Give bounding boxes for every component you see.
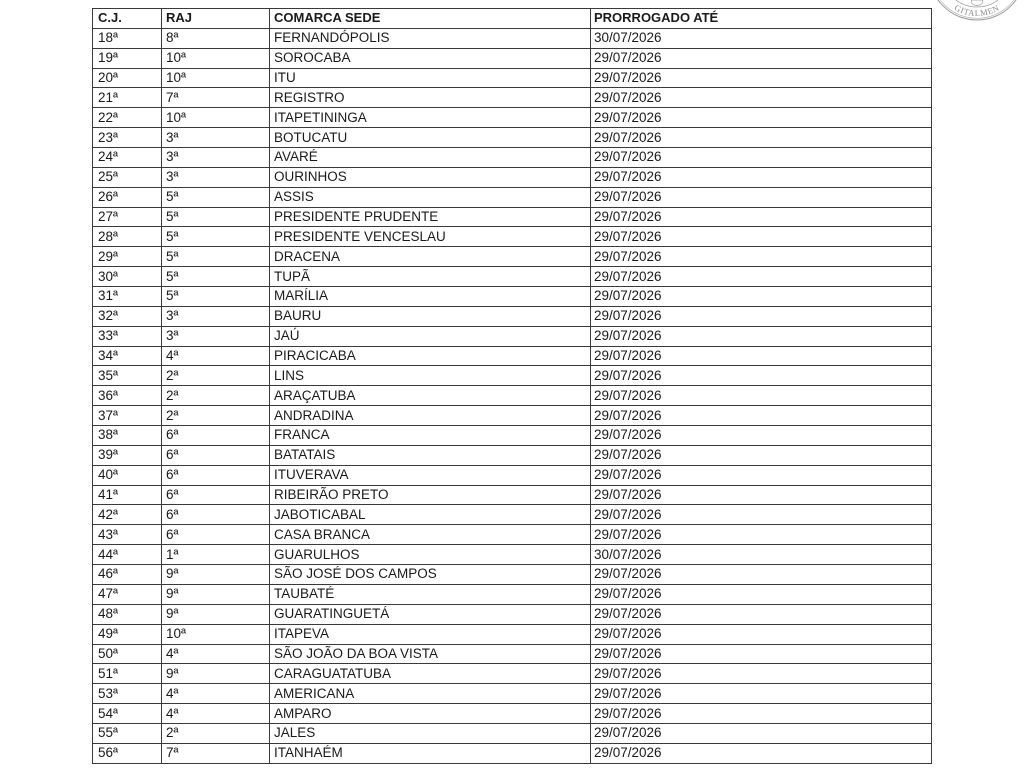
- table-row: [93, 68, 932, 88]
- raj-cell: 5ª: [162, 247, 270, 267]
- table-row: [93, 505, 932, 525]
- raj-cell: 9ª: [162, 604, 270, 624]
- comarca-sede-cell: SOROCABA: [270, 48, 591, 68]
- prorrogado-ate-cell: 29/07/2026: [591, 306, 932, 326]
- comarca-sede-cell: RIBEIRÃO PRETO: [270, 485, 591, 505]
- table-row: [93, 485, 932, 505]
- comarca-sede-cell: LINS: [270, 366, 591, 386]
- raj-cell: 1ª: [162, 545, 270, 565]
- table-row: [93, 28, 932, 48]
- table-row: [93, 366, 932, 386]
- cj-cell: 31ª: [93, 287, 162, 307]
- prorrogado-ate-cell: 29/07/2026: [591, 723, 932, 743]
- raj-cell: 9ª: [162, 664, 270, 684]
- table-row: [93, 287, 932, 307]
- raj-cell: 3ª: [162, 306, 270, 326]
- cj-cell: 21ª: [93, 88, 162, 108]
- prorrogado-ate-cell: 29/07/2026: [591, 148, 932, 168]
- seal-text-path: GITALMEN: [952, 2, 1002, 19]
- raj-cell: 5ª: [162, 227, 270, 247]
- raj-cell: 5ª: [162, 267, 270, 287]
- prorrogado-ate-cell: 29/07/2026: [591, 704, 932, 724]
- table-row: [93, 545, 932, 565]
- comarca-sede-cell: PRESIDENTE VENCESLAU: [270, 227, 591, 247]
- prorrogado-ate-cell: 29/07/2026: [591, 247, 932, 267]
- raj-cell: 2ª: [162, 386, 270, 406]
- cj-cell: 37ª: [93, 406, 162, 426]
- cj-cell: 27ª: [93, 207, 162, 227]
- cj-cell: 44ª: [93, 545, 162, 565]
- raj-cell: 3ª: [162, 128, 270, 148]
- table-row: [93, 148, 932, 168]
- table-row: [93, 584, 932, 604]
- cj-cell: 33ª: [93, 326, 162, 346]
- comarca-sede-cell: BOTUCATU: [270, 128, 591, 148]
- comarca-sede-cell: ANDRADINA: [270, 406, 591, 426]
- table-row: [93, 624, 932, 644]
- cj-cell: 38ª: [93, 426, 162, 446]
- cj-cell: 46ª: [93, 565, 162, 585]
- raj-cell: 6ª: [162, 445, 270, 465]
- comarca-sede-cell: SÃO JOSÉ DOS CAMPOS: [270, 565, 591, 585]
- seal-text: [953, 2, 1001, 18]
- prorrogado-ate-cell: 29/07/2026: [591, 406, 932, 426]
- table-row: [93, 167, 932, 187]
- cj-cell: 41ª: [93, 485, 162, 505]
- table-row: [93, 525, 932, 545]
- raj-cell: 9ª: [162, 584, 270, 604]
- prorrogado-ate-cell: 29/07/2026: [591, 128, 932, 148]
- comarca-sede-cell: ARAÇATUBA: [270, 386, 591, 406]
- comarca-sede-cell: ITAPEVA: [270, 624, 591, 644]
- cj-cell: 39ª: [93, 445, 162, 465]
- raj-cell: 2ª: [162, 366, 270, 386]
- table-row: [93, 267, 932, 287]
- cj-cell: 35ª: [93, 366, 162, 386]
- raj-cell: 3ª: [162, 167, 270, 187]
- prorrogado-ate-cell: 29/07/2026: [591, 108, 932, 128]
- raj-cell: 6ª: [162, 505, 270, 525]
- comarca-sede-cell: ASSIS: [270, 187, 591, 207]
- cj-cell: 34ª: [93, 346, 162, 366]
- table-row: [93, 684, 932, 704]
- table-row: [93, 664, 932, 684]
- prorrogado-ate-cell: 29/07/2026: [591, 565, 932, 585]
- comarca-sede-cell: AMPARO: [270, 704, 591, 724]
- cj-cell: 53ª: [93, 684, 162, 704]
- table-row: [93, 48, 932, 68]
- comarca-sede-cell: GUARULHOS: [270, 545, 591, 565]
- table-row: [93, 386, 932, 406]
- prorrogado-ate-cell: 29/07/2026: [591, 445, 932, 465]
- raj-cell: 8ª: [162, 28, 270, 48]
- cj-cell: 54ª: [93, 704, 162, 724]
- prorrogado-ate-cell: 29/07/2026: [591, 426, 932, 446]
- header-cj: C.J.: [93, 9, 162, 29]
- comarca-sede-cell: BAURU: [270, 306, 591, 326]
- prorrogacao-table: [92, 8, 932, 764]
- raj-cell: 3ª: [162, 326, 270, 346]
- cj-cell: 30ª: [93, 267, 162, 287]
- raj-cell: 2ª: [162, 723, 270, 743]
- header-row: [93, 9, 932, 29]
- cj-cell: 26ª: [93, 187, 162, 207]
- header-raj: RAJ: [162, 9, 270, 29]
- prorrogado-ate-cell: 29/07/2026: [591, 48, 932, 68]
- prorrogado-ate-cell: 29/07/2026: [591, 207, 932, 227]
- raj-cell: 4ª: [162, 704, 270, 724]
- prorrogado-ate-cell: 29/07/2026: [591, 485, 932, 505]
- prorrogado-ate-cell: 29/07/2026: [591, 346, 932, 366]
- comarca-sede-cell: MARÍLIA: [270, 287, 591, 307]
- comarca-sede-cell: JABOTICABAL: [270, 505, 591, 525]
- cj-cell: 25ª: [93, 167, 162, 187]
- cj-cell: 43ª: [93, 525, 162, 545]
- comarca-sede-cell: ITAPETININGA: [270, 108, 591, 128]
- raj-cell: 3ª: [162, 148, 270, 168]
- comarca-sede-cell: REGISTRO: [270, 88, 591, 108]
- prorrogado-ate-cell: 29/07/2026: [591, 267, 932, 287]
- cj-cell: 48ª: [93, 604, 162, 624]
- prorrogado-ate-cell: 29/07/2026: [591, 88, 932, 108]
- prorrogado-ate-cell: 29/07/2026: [591, 386, 932, 406]
- raj-cell: 4ª: [162, 644, 270, 664]
- table-row: [93, 604, 932, 624]
- raj-cell: 5ª: [162, 207, 270, 227]
- cj-cell: 20ª: [93, 68, 162, 88]
- prorrogado-ate-cell: 30/07/2026: [591, 28, 932, 48]
- prorrogado-ate-cell: 29/07/2026: [591, 187, 932, 207]
- table-row: [93, 723, 932, 743]
- raj-cell: 6ª: [162, 426, 270, 446]
- comarca-sede-cell: OURINHOS: [270, 167, 591, 187]
- comarca-sede-cell: AVARÉ: [270, 148, 591, 168]
- prorrogado-ate-cell: 29/07/2026: [591, 684, 932, 704]
- prorrogado-ate-cell: 29/07/2026: [591, 624, 932, 644]
- table-row: [93, 565, 932, 585]
- table-row: [93, 445, 932, 465]
- cj-cell: 29ª: [93, 247, 162, 267]
- table-row: [93, 128, 932, 148]
- table-row: [93, 306, 932, 326]
- comarca-sede-cell: GUARATINGUETÁ: [270, 604, 591, 624]
- cj-cell: 23ª: [93, 128, 162, 148]
- cj-cell: 55ª: [93, 723, 162, 743]
- comarca-sede-cell: TUPÃ: [270, 267, 591, 287]
- raj-cell: 9ª: [162, 565, 270, 585]
- prorrogado-ate-cell: 29/07/2026: [591, 465, 932, 485]
- raj-cell: 4ª: [162, 684, 270, 704]
- raj-cell: 10ª: [162, 108, 270, 128]
- table-row: [93, 426, 932, 446]
- table-row: [93, 108, 932, 128]
- table-header: [93, 9, 932, 29]
- prorrogado-ate-cell: 29/07/2026: [591, 326, 932, 346]
- raj-cell: 4ª: [162, 346, 270, 366]
- cj-cell: 18ª: [93, 28, 162, 48]
- raj-cell: 10ª: [162, 48, 270, 68]
- prorrogado-ate-cell: 29/07/2026: [591, 525, 932, 545]
- cj-cell: 32ª: [93, 306, 162, 326]
- table-row: [93, 465, 932, 485]
- raj-cell: 10ª: [162, 68, 270, 88]
- table-row: [93, 88, 932, 108]
- prorrogado-ate-cell: 29/07/2026: [591, 664, 932, 684]
- comarca-sede-cell: CASA BRANCA: [270, 525, 591, 545]
- prorrogado-ate-cell: 29/07/2026: [591, 505, 932, 525]
- table-row: [93, 187, 932, 207]
- comarca-sede-cell: ITANHAÉM: [270, 743, 591, 763]
- table-row: [93, 326, 932, 346]
- raj-cell: 6ª: [162, 465, 270, 485]
- cj-cell: 42ª: [93, 505, 162, 525]
- raj-cell: 2ª: [162, 406, 270, 426]
- prorrogado-ate-cell: 30/07/2026: [591, 545, 932, 565]
- comarca-sede-cell: DRACENA: [270, 247, 591, 267]
- header-prorrogado-ate: PRORROGADO ATÉ: [591, 9, 932, 29]
- table-body: [93, 28, 932, 763]
- table-row: [93, 207, 932, 227]
- prorrogado-ate-cell: 29/07/2026: [591, 68, 932, 88]
- raj-cell: 6ª: [162, 485, 270, 505]
- table-row: [93, 704, 932, 724]
- prorrogado-ate-cell: 29/07/2026: [591, 743, 932, 763]
- cj-cell: 47ª: [93, 584, 162, 604]
- cj-cell: 24ª: [93, 148, 162, 168]
- table-row: [93, 227, 932, 247]
- prorrogado-ate-cell: 29/07/2026: [591, 227, 932, 247]
- cj-cell: 56ª: [93, 743, 162, 763]
- raj-cell: 5ª: [162, 187, 270, 207]
- comarca-sede-cell: ITU: [270, 68, 591, 88]
- table-row: [93, 406, 932, 426]
- seal-emblem-icon: [972, 0, 983, 6]
- prorrogado-ate-cell: 29/07/2026: [591, 167, 932, 187]
- cj-cell: 49ª: [93, 624, 162, 644]
- comarca-sede-cell: JAÚ: [270, 326, 591, 346]
- prorrogado-ate-cell: 29/07/2026: [591, 604, 932, 624]
- raj-cell: 5ª: [162, 287, 270, 307]
- prorrogado-ate-cell: 29/07/2026: [591, 287, 932, 307]
- raj-cell: 10ª: [162, 624, 270, 644]
- digital-signature-seal: [925, 0, 1024, 24]
- prorrogado-ate-cell: 29/07/2026: [591, 644, 932, 664]
- cj-cell: 51ª: [93, 664, 162, 684]
- raj-cell: 7ª: [162, 88, 270, 108]
- raj-cell: 6ª: [162, 525, 270, 545]
- comarca-sede-cell: TAUBATÉ: [270, 584, 591, 604]
- comarca-sede-cell: AMERICANA: [270, 684, 591, 704]
- comarca-sede-cell: ITUVERAVA: [270, 465, 591, 485]
- cj-cell: 50ª: [93, 644, 162, 664]
- prorrogado-ate-cell: 29/07/2026: [591, 584, 932, 604]
- cj-cell: 19ª: [93, 48, 162, 68]
- comarca-sede-cell: FRANCA: [270, 426, 591, 446]
- comarca-sede-cell: PRESIDENTE PRUDENTE: [270, 207, 591, 227]
- comarca-sede-cell: CARAGUATATUBA: [270, 664, 591, 684]
- raj-cell: 7ª: [162, 743, 270, 763]
- header-comarca-sede: COMARCA SEDE: [270, 9, 591, 29]
- cj-cell: 22ª: [93, 108, 162, 128]
- prorrogado-ate-cell: 29/07/2026: [591, 366, 932, 386]
- comarca-sede-cell: JALES: [270, 723, 591, 743]
- comarca-sede-cell: SÃO JOÃO DA BOA VISTA: [270, 644, 591, 664]
- cj-cell: 36ª: [93, 386, 162, 406]
- comarca-sede-cell: BATATAIS: [270, 445, 591, 465]
- cj-cell: 40ª: [93, 465, 162, 485]
- comarca-sede-cell: PIRACICABA: [270, 346, 591, 366]
- table-row: [93, 743, 932, 763]
- comarca-sede-cell: FERNANDÓPOLIS: [270, 28, 591, 48]
- table-row: [93, 346, 932, 366]
- table-row: [93, 247, 932, 267]
- table-row: [93, 644, 932, 664]
- cj-cell: 28ª: [93, 227, 162, 247]
